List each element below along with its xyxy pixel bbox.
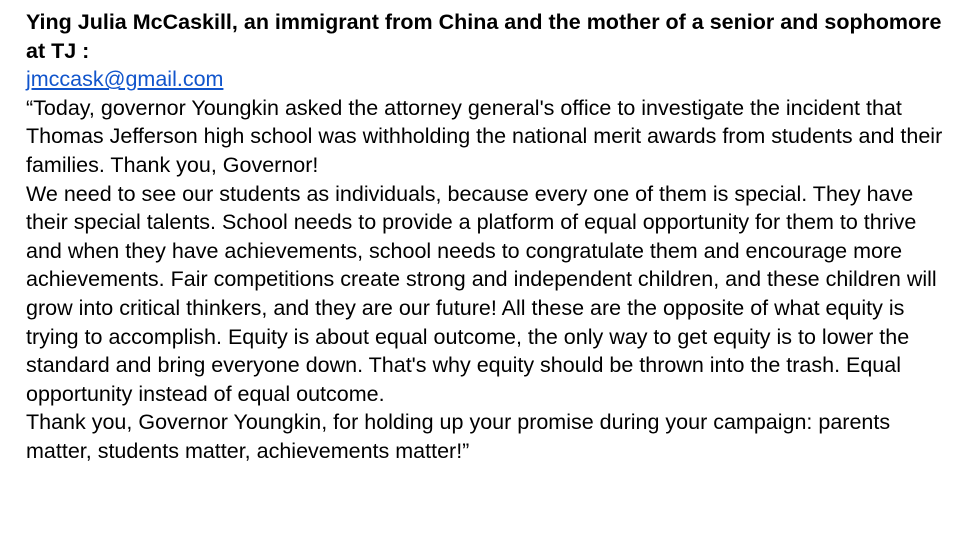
quote-slide [26, 8, 944, 466]
quote-paragraph-3: Thank you, Governor Youngkin, for holding up your promise during your campaign: parents matter, students matter, achievements matter!” [26, 410, 891, 463]
email-link[interactable]: jmccask@gmail.com [26, 67, 224, 92]
quote-paragraph-2: We need to see our students as individuals, because every one of them is special. They have their special talents. School needs to provide a platform of equal opportunity for them to thrive and when they have achievements, school needs to congratulate them and encourage more achievements. Fair competitions create strong and independent children, and these children will grow into critical thinkers, and they are our future! All these are the opposite of what equity is trying to accomplish. Equity is about equal outcome, the only way to get equity is to lower the standard and bring everyone down. That's why equity should be thrown into the trash. Equal opportunity instead of equal outcome. [26, 181, 937, 406]
speaker-heading: Ying Julia McCaskill, an immigrant from China and the mother of a senior and sophomore at TJ : [26, 10, 942, 63]
quote-paragraph-1: “Today, governor Youngkin asked the attorney general's office to investigate the incident that Thomas Jefferson high school was withholding the national merit awards from students and their families. Thank you, Governor! [26, 95, 943, 177]
